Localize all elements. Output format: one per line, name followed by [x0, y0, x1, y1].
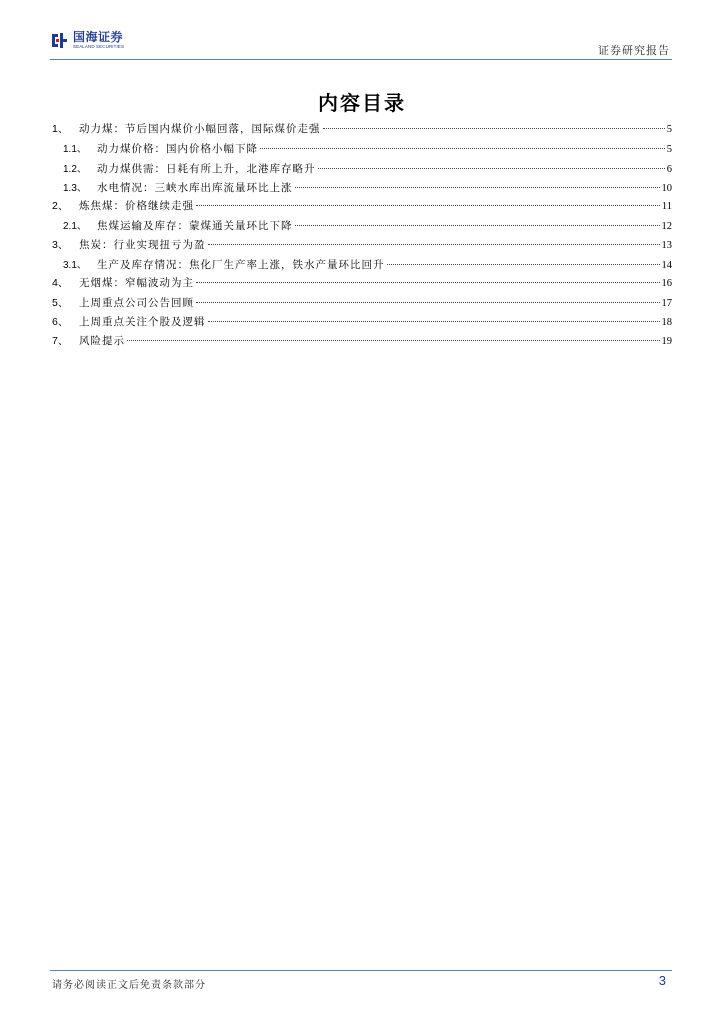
toc-entry-page: 18	[661, 316, 672, 328]
header-divider	[50, 59, 672, 60]
brand-name-en: SEALAND SECURITIES	[73, 44, 125, 49]
toc-entry-number: 1.2、	[63, 163, 87, 175]
toc-title: 内容目录	[318, 91, 406, 115]
toc-entry-text: 动力煤：节后国内煤价小幅回落，国际煤价走强	[79, 123, 321, 135]
toc-entry-page: 14	[661, 260, 672, 272]
toc-entry-page: 16	[661, 278, 672, 290]
toc-entry-number: 2.1、	[63, 221, 87, 233]
toc-entry-number: 3.1、	[63, 260, 87, 272]
toc-leader-dots	[387, 264, 660, 265]
toc-leader-dots	[295, 225, 660, 226]
toc-entry-number: 6、	[52, 315, 69, 328]
toc-entry-text: 焦炭：行业实现扭亏为盈	[79, 238, 206, 251]
toc-entry-number: 1.1、	[63, 144, 87, 156]
toc-entry-text: 焦煤运输及库存：蒙煤通关量环比下降	[97, 220, 293, 233]
toc-entry[interactable]	[52, 121, 672, 140]
page-header	[50, 28, 672, 60]
toc-entry-text: 动力煤供需：日耗有所上升，北港库存略升	[97, 162, 316, 175]
toc-entry-text: 上周重点公司公告回顾	[79, 296, 194, 309]
toc-leader-dots	[127, 340, 660, 341]
table-of-contents	[52, 121, 672, 353]
toc-entry[interactable]	[52, 198, 672, 217]
toc-entry-number: 4、	[52, 277, 69, 290]
toc-entry-number: 5、	[52, 296, 69, 309]
toc-entry-text: 炼焦煤：价格继续走强	[79, 200, 194, 213]
footer-divider	[50, 970, 672, 971]
toc-leader-dots	[196, 282, 660, 283]
toc-entry-text: 风险提示	[79, 335, 125, 348]
toc-leader-dots	[295, 187, 660, 188]
toc-entry-text: 上周重点关注个股及逻辑	[79, 315, 206, 328]
toc-entry-page: 5	[666, 144, 672, 156]
toc-leader-dots	[260, 148, 665, 149]
report-type: 证券研究报告	[598, 44, 670, 57]
toc-entry-page: 19	[661, 336, 672, 348]
toc-entry[interactable]	[52, 333, 672, 352]
sealand-logo-icon	[50, 31, 69, 50]
page-number: 3	[658, 973, 666, 988]
toc-entry-page: 10	[661, 182, 672, 194]
toc-entry[interactable]	[52, 140, 672, 159]
toc-entry-page: 17	[661, 297, 672, 309]
toc-entry-number: 1.3、	[63, 182, 87, 194]
toc-entry[interactable]	[52, 256, 672, 275]
brand-name-cn: 国海证券	[73, 30, 124, 44]
toc-entry[interactable]	[52, 237, 672, 256]
toc-entry-page: 6	[666, 163, 672, 175]
toc-leader-dots	[318, 168, 665, 169]
brand-logo	[50, 31, 124, 53]
toc-entry-page: 11	[661, 201, 672, 213]
toc-leader-dots	[208, 244, 660, 245]
toc-leader-dots	[323, 128, 665, 129]
toc-entry-number: 3、	[52, 238, 69, 251]
toc-entry-number: 1、	[52, 123, 69, 135]
toc-entry[interactable]	[52, 314, 672, 333]
toc-entry[interactable]	[52, 217, 672, 236]
toc-entry[interactable]	[52, 295, 672, 314]
toc-entry-text: 水电情况：三峡水库出库流量环比上涨	[97, 181, 293, 194]
footer-disclaimer: 请务必阅读正文后免责条款部分	[52, 980, 206, 991]
toc-leader-dots	[208, 321, 660, 322]
toc-entry[interactable]	[52, 160, 672, 179]
toc-entry-page: 13	[661, 239, 672, 251]
toc-entry[interactable]	[52, 179, 672, 198]
toc-entry-text: 生产及库存情况：焦化厂生产率上涨，铁水产量环比回升	[97, 259, 385, 272]
toc-entry-page: 12	[661, 221, 672, 233]
toc-entry-text: 无烟煤：窄幅波动为主	[79, 277, 194, 290]
toc-entry-text: 动力煤价格：国内价格小幅下降	[97, 143, 258, 156]
toc-leader-dots	[196, 205, 660, 206]
toc-entry-number: 7、	[52, 335, 69, 348]
toc-entry-page: 5	[666, 124, 672, 135]
toc-entry-number: 2、	[52, 200, 69, 213]
toc-leader-dots	[196, 302, 660, 303]
toc-entry[interactable]	[52, 275, 672, 294]
